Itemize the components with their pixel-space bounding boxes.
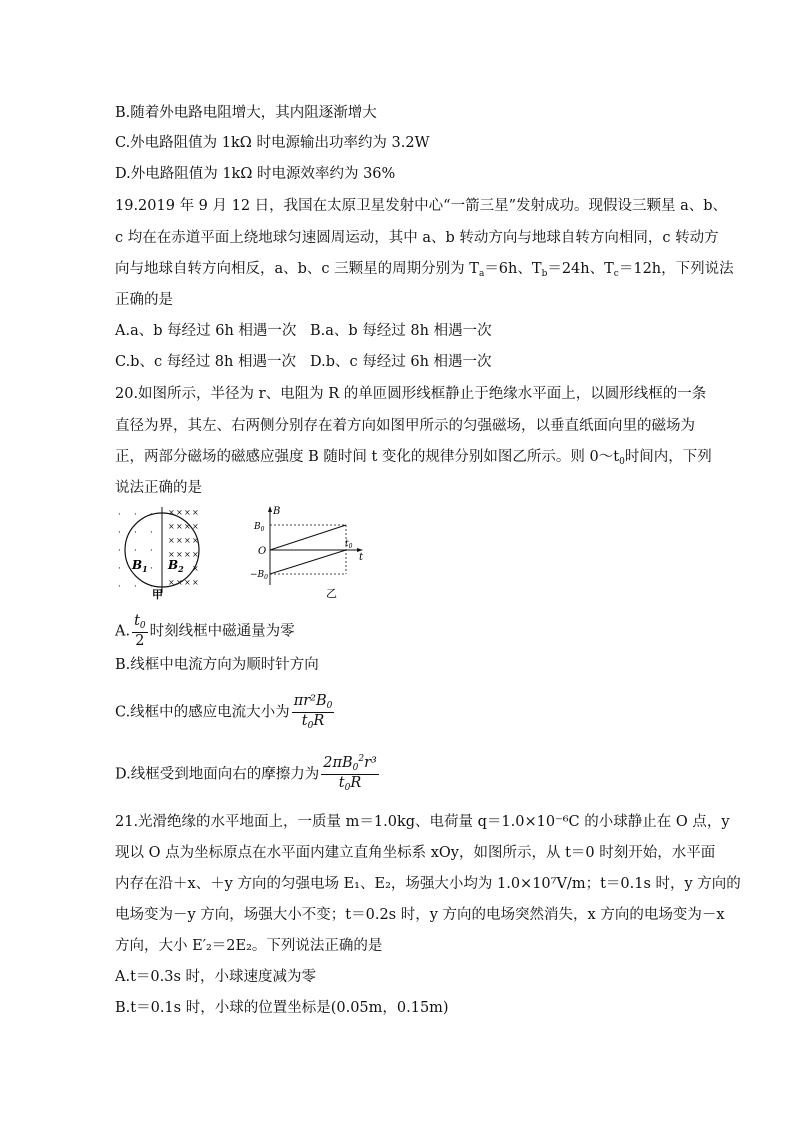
q20-stem-line4: 说法正确的是 <box>115 480 202 496</box>
label-neg-b0: $-B_0$ <box>250 570 268 581</box>
caption-yi: 乙 <box>326 587 337 600</box>
label-axis-t: t <box>359 552 364 563</box>
q19-option-b: B.a、b 每经过 8h 相遇一次 <box>310 323 492 339</box>
field-cross: × <box>192 578 199 587</box>
label-axis-b: B <box>273 506 281 517</box>
q19-option-a: A.a、b 每经过 6h 相遇一次 <box>115 323 297 339</box>
field-dot: · <box>150 564 153 574</box>
q20-stem-line2: 直径为界，其左、右两侧分别存在着方向如图甲所示的匀强磁场，以垂直纸面向里的磁场为 <box>115 418 695 434</box>
q20-option-d: D.线框受到地面向右的摩擦力为 $\frac{2\pi B_0^2r^3}{t_0R}$ <box>115 754 377 793</box>
q19-stem-line1: 19.2019 年 9 月 12 日，我国在太原卫星发射中心“一箭三星”发射成功。现假设三颗星 a、b、 <box>115 198 728 214</box>
field-cross: × <box>168 550 175 559</box>
field-cross: × <box>176 508 183 517</box>
b2-line <box>270 550 346 574</box>
q21-stem-line5: 方向，大小 E′₂＝2E₂。下列说法正确的是 <box>115 938 383 954</box>
label-b1: $B_1$ <box>132 558 148 574</box>
field-cross: × <box>192 550 199 559</box>
field-cross: × <box>176 522 183 531</box>
q19-option-d: D.b、c 每经过 6h 相遇一次 <box>310 354 492 370</box>
field-dot: · <box>118 528 121 538</box>
q19-stem-line3: 向与地球自转方向相反，a、b、c 三颗星的周期分别为 $T_a=6h$、$T_b=24h$、$T_c=12h$，下列说法 <box>115 261 734 279</box>
field-cross: × <box>184 536 191 545</box>
field-cross: × <box>192 508 199 517</box>
field-dot: · <box>150 528 153 538</box>
figure-loop-field <box>112 505 212 600</box>
q20-stem-line1: 20.如图所示，半径为 r、电阻为 R 的单匝圆形线框静止于绝缘水平面上，以圆形线框的一条 <box>115 386 707 402</box>
field-cross: × <box>176 578 183 587</box>
q19-option-c: C.b、c 每经过 8h 相遇一次 <box>115 354 296 370</box>
field-cross: × <box>168 536 175 545</box>
fraction-current: $\frac{\pi r^2B_0}{t_0R}$ <box>293 693 333 731</box>
field-cross: × <box>192 522 199 531</box>
label-b0: $B_0$ <box>254 522 265 533</box>
fraction-t0-over-2: $\frac{t_0}{2}$ <box>134 613 146 649</box>
field-cross: × <box>184 522 191 531</box>
q21-option-a: A.t＝0.3s 时，小球速度减为零 <box>115 969 317 985</box>
q19-stem-line2: c 均在在赤道平面上绕地球匀速圆周运动，其中 a、b 转动方向与地球自转方向相同，c 转动方 <box>115 230 719 246</box>
b1-line <box>270 525 346 550</box>
q19-stem-line4: 正确的是 <box>115 292 173 308</box>
q20-option-c: C.线框中的感应电流大小为 $\frac{\pi r^2B_0}{t_0R}$ <box>115 693 333 731</box>
field-cross: × <box>168 522 175 531</box>
q21-option-b: B.t＝0.1s 时，小球的位置坐标是(0.05m，0.15m) <box>115 1000 449 1016</box>
field-dot: · <box>118 546 121 556</box>
field-cross: × <box>176 536 183 545</box>
q18-option-b: B.随着外电路电阻增大，其内阻逐渐增大 <box>115 105 377 121</box>
label-origin: O <box>258 546 267 557</box>
field-cross: × <box>184 578 191 587</box>
caption-jia: 甲 <box>152 588 163 600</box>
field-dot: · <box>150 510 153 520</box>
axis-b-arrow <box>268 506 272 512</box>
field-dot: · <box>150 582 153 592</box>
field-cross: × <box>184 508 191 517</box>
field-cross: × <box>184 550 191 559</box>
figure-b-t-graph <box>250 505 370 600</box>
q20-option-a: A. $\frac{t_0}{2}$ 时刻线框中磁通量为零 <box>115 613 295 649</box>
field-dot: · <box>134 510 137 520</box>
field-dot: · <box>118 510 121 520</box>
q21-stem-line1: 21.光滑绝缘的水平地面上，一质量 m＝1.0kg、电荷量 q＝1.0×10⁻⁶C 的小球静止在 O 点，y <box>115 814 730 830</box>
field-dot: · <box>134 546 137 556</box>
field-cross: × <box>192 536 199 545</box>
field-cross: × <box>168 508 175 517</box>
q18-option-c: C.外电路阻值为 1kΩ 时电源输出功率约为 3.2W <box>115 135 430 151</box>
q20-stem-line3: 正，两部分磁场的磁感应强度 B 随时间 t 变化的规律分别如图乙所示。则 $0\sim t_0$时间内，下列 <box>115 449 712 467</box>
field-dots-left <box>118 510 153 592</box>
field-cross: × <box>176 550 183 559</box>
field-dot: · <box>134 528 137 538</box>
q21-stem-line2: 现以 O 点为坐标原点在水平面内建立直角坐标系 xOy，如图所示，从 t＝0 时刻开始，水平面 <box>115 845 716 861</box>
field-dot: · <box>118 564 121 574</box>
fraction-friction: $\frac{2\pi B_0^2r^3}{t_0R}$ <box>323 754 377 793</box>
field-dot: · <box>150 546 153 556</box>
q21-stem-line4: 电场变为－y 方向，场强大小不变；t＝0.2s 时，y 方向的电场突然消失，x 方向的电场变为－x <box>115 907 725 923</box>
label-b2: $B_2$ <box>168 558 184 574</box>
q21-stem-line3: 内存在沿＋x、＋y 方向的匀强电场 E₁、E₂，场强大小均为 1.0×10⁷V/m；t＝0.1s 时，y 方向的 <box>115 876 741 892</box>
q18-option-d: D.外电路阻值为 1kΩ 时电源效率约为 36% <box>115 166 396 182</box>
field-dot: · <box>118 582 121 592</box>
label-t0: $t_0$ <box>345 539 353 550</box>
q20-option-b: B.线框中电流方向为顺时针方向 <box>115 657 319 673</box>
field-cross: × <box>192 564 199 573</box>
field-dot: · <box>134 582 137 592</box>
field-cross: × <box>168 578 175 587</box>
